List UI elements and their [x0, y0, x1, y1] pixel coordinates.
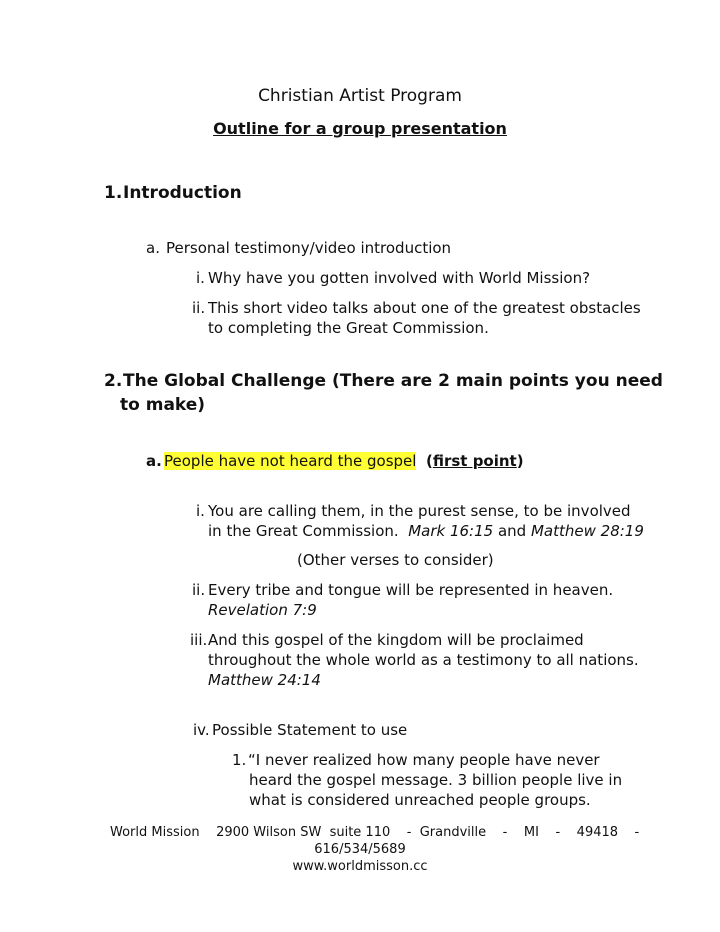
section-heading: Introduction — [123, 183, 242, 203]
list-item-text: heard the gospel message. 3 billion people live in — [249, 771, 623, 789]
other-verses-note: (Other verses to consider) — [297, 551, 494, 569]
scripture-reference: Matthew 28:19 — [530, 522, 644, 540]
section-heading: to make) — [120, 395, 206, 415]
document-subtitle: Outline for a group presentation — [213, 119, 507, 138]
list-marker: 1. — [232, 751, 247, 769]
paren: ) — [516, 452, 524, 470]
list-item-text: Personal testimony/video introduction — [166, 239, 452, 257]
list-item-text: “I never realized how many people have never — [248, 751, 600, 769]
section-number: 1. — [104, 183, 123, 203]
scripture-reference: Mark 16:15 — [408, 522, 494, 540]
list-marker: i. — [196, 502, 205, 520]
list-item-text: And this gospel of the kingdom will be proclaimed — [208, 631, 584, 649]
footer-address: World Mission 2900 Wilson SW suite 110 - Grandville - MI - 49418 - — [110, 825, 640, 840]
conjunction: and — [497, 522, 527, 540]
highlighted-text: People have not heard the gospel — [164, 452, 417, 470]
list-item-text: Why have you gotten involved with World Mission? — [208, 269, 591, 287]
section-number: 2. — [104, 371, 123, 391]
list-marker: ii. — [192, 581, 206, 599]
list-item-text: Possible Statement to use — [212, 721, 408, 739]
list-marker: iii. — [190, 631, 208, 649]
document-title: Christian Artist Program — [258, 86, 462, 106]
list-item-text: You are calling them, in the purest sense, to be involved — [208, 502, 631, 520]
list-marker: a. — [146, 452, 162, 470]
list-item-text: throughout the whole world as a testimony to all nations. — [208, 651, 639, 669]
paren: ( — [426, 452, 433, 470]
first-point-label: first point — [432, 452, 517, 470]
list-item-text: Every tribe and tongue will be represented in heaven. — [208, 581, 614, 599]
list-marker: ii. — [192, 299, 206, 317]
footer-phone: 616/534/5689 — [314, 842, 406, 857]
list-marker: iv. — [193, 721, 210, 739]
list-item-text — [164, 451, 524, 471]
scripture-reference: Revelation 7:9 — [208, 601, 317, 619]
scripture-reference: Matthew 24:14 — [208, 671, 321, 689]
list-marker: i. — [196, 269, 205, 287]
list-item-text — [208, 521, 644, 541]
footer-website: www.worldmisson.cc — [292, 859, 428, 874]
section-heading: The Global Challenge (There are 2 main points you need — [123, 371, 663, 391]
list-marker: a. — [146, 239, 160, 257]
list-item-text: what is considered unreached people groups. — [249, 791, 591, 809]
list-item-text: This short video talks about one of the greatest obstacles — [208, 299, 641, 317]
line-text: in the Great Commission. — [208, 522, 399, 540]
list-item-text: to completing the Great Commission. — [208, 319, 489, 337]
